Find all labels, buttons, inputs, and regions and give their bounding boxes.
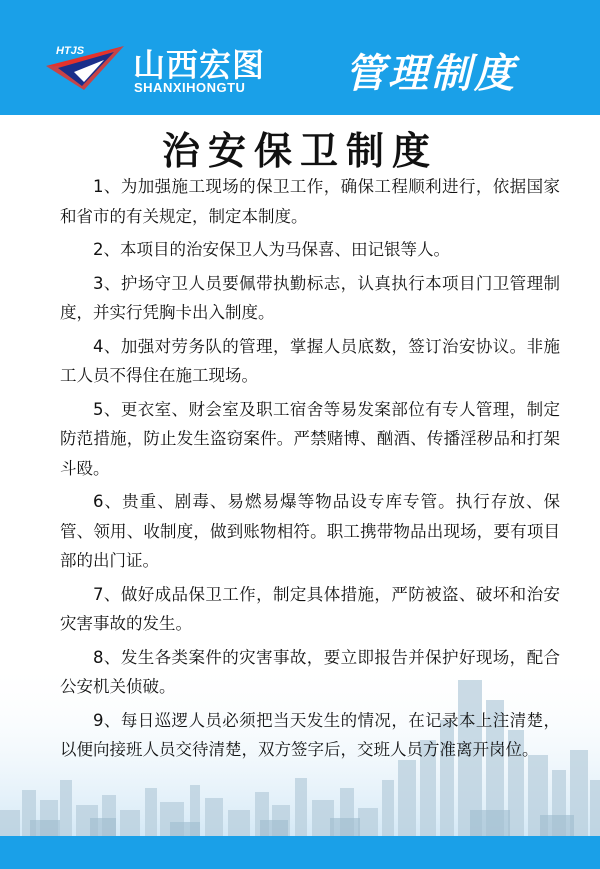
page-title: 治安保卫制度 <box>161 129 438 173</box>
regulation-body <box>60 172 560 769</box>
clause-8: 8、发生各类案件的灾害事故，要立即报告并保护好现场，配合公安机关侦破。 <box>60 647 560 696</box>
clause-9: 9、每日巡逻人员必须把当天发生的情况，在记录本上注清楚，以便向接班人员交待清楚，双方签字后，交班人员方准离开岗位。 <box>60 710 560 759</box>
company-name-cn: 山西宏图 <box>133 46 266 84</box>
clause-2: 2、本项目的治安保卫人为马保喜、田记银等人。 <box>93 240 450 259</box>
company-logo-icon <box>44 38 126 94</box>
header-banner <box>0 0 600 115</box>
header-title: 管理制度 <box>345 51 517 97</box>
company-name-en: SHANXIHONGTU <box>134 80 246 95</box>
clause-3: 3、护场守卫人员要佩带执勤标志，认真执行本项目门卫管理制度，并实行凭胸卡出入制度。 <box>60 273 560 322</box>
clause-5: 5、更衣室、财会室及职工宿舍等易发案部位有专人管理，制定防范措施，防止发生盗窃案件。严禁赌博、酗酒、传播淫秽品和打架斗殴。 <box>60 399 560 478</box>
logo-badge-text: HTJS <box>56 45 85 57</box>
footer-bar <box>0 836 600 869</box>
clause-4: 4、加强对劳务队的管理，掌握人员底数，签订治安协议。非施工人员不得住在施工现场。 <box>60 336 560 385</box>
clause-1: 1、为加强施工现场的保卫工作，确保工程顺利进行，依据国家和省市的有关规定，制定本制度。 <box>60 177 560 226</box>
clause-7: 7、做好成品保卫工作，制定具体措施，严防被盗、破坏和治安灾害事故的发生。 <box>60 584 560 633</box>
clause-6: 6、贵重、剧毒、易燃易爆等物品设专库专管。执行存放、保管、领用、收制度，做到账物相符。职工携带物品出现场，要有项目部的出门证。 <box>60 492 560 570</box>
